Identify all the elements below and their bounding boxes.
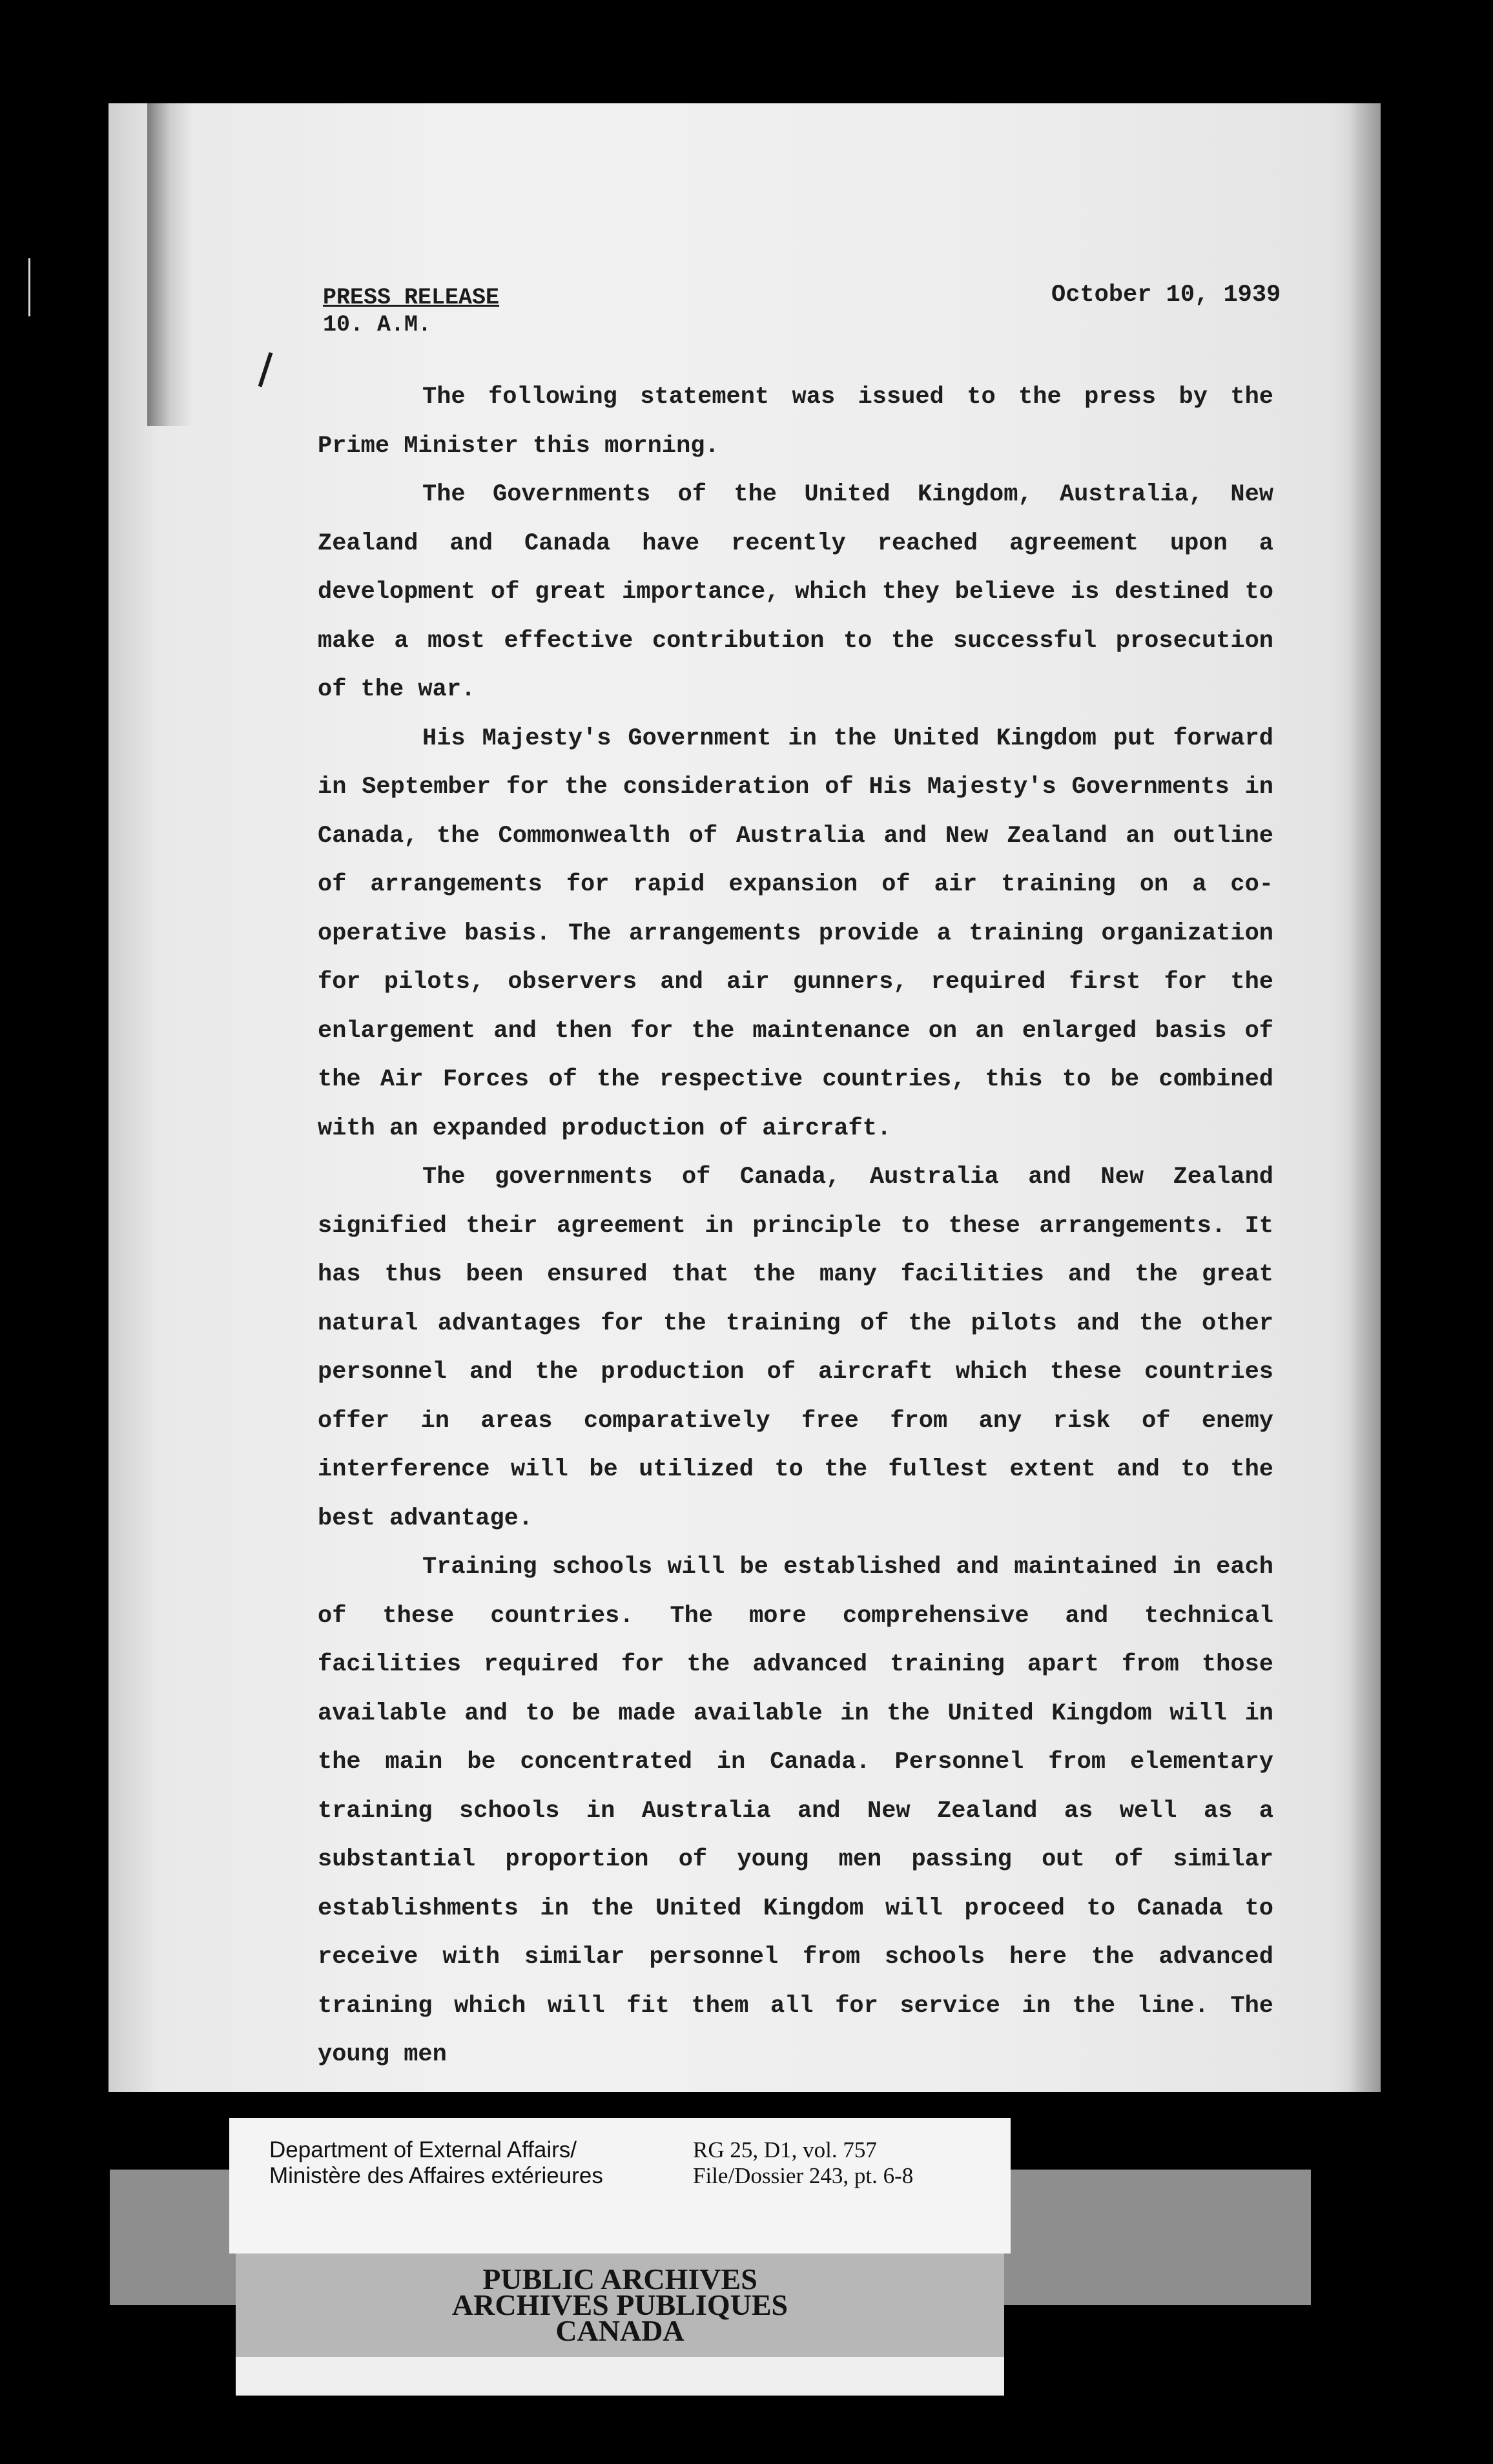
department-name [269,2137,603,2189]
archive-reference [693,2137,913,2189]
reference-volume: RG 25, D1, vol. 757 [693,2137,877,2162]
stamp-line: CANADA [555,2314,685,2347]
release-header [323,284,499,338]
paragraph: The Governments of the United Kingdom, Australia, New Zealand and Canada have recently reached agreement upon a development of great importance, which they believe is destined to make a most effective contribution to the successful prosecution of the war. [318,481,1273,703]
stamp-base [236,2357,1004,2396]
release-date: October 10, 1939 [1051,282,1281,309]
page-edge-shadow [1348,103,1381,2092]
reference-file: File/Dossier 243, pt. 6-8 [693,2163,914,2188]
paragraph: The governments of Canada, Australia and New Zealand signified their agreement in principle to these arrangements. It has thus been ensured that the many facilities and the great natural advantages for the training of the pilots and the other personnel and the production of aircraft which these countries offer in areas comparatively free from any risk of enemy interference will be utilized to the fullest extent and to the best advantage. [318,1164,1273,1532]
release-time: 10. A.M. [323,312,432,338]
pen-mark [258,352,273,387]
paragraph: Training schools will be established and maintained in each of these countries. The more comprehensive and technical facilities required for the advanced training apart from those available and to be made available in the United Kingdom will in the main be concentrated in Canada. Personnel from elementary training schools in Australia and New Zealand as well as a substantial proportion of young men passing out of similar establishments in the United Kingdom will proceed to Canada to receive with similar personnel from schools here the advanced training which will fit them all for service in the line. The young men [318,1554,1273,2068]
stamp-line: PUBLIC ARCHIVES [482,2263,757,2295]
department-fr: Ministère des Affaires extérieures [269,2163,603,2188]
page-fold-shadow [147,103,192,426]
paragraph: His Majesty's Government in the United Kingdom put forward in September for the consideration of His Majesty's Governments in Canada, the Commonwealth of Australia and New Zealand an outline of arrangements for rapid expansion of air training on a co-operative basis. The arrangements provide a training organization for pilots, observers and air gunners, required first for the enlargement and then for the maintenance on an enlarged basis of the Air Forces of the respective countries, this to be combined with an expanded production of aircraft. [318,724,1273,1142]
paragraph: The following statement was issued to the press by the Prime Minister this morning. [318,384,1273,460]
archive-label [229,2118,1011,2254]
stamp-line: ARCHIVES PUBLIQUES [451,2288,788,2321]
document-body [318,373,1273,2080]
film-scratch [28,258,30,316]
stamp-text [236,2263,1004,2347]
department-en: Department of External Affairs/ [269,2137,577,2162]
release-title: PRESS RELEASE [323,285,500,311]
